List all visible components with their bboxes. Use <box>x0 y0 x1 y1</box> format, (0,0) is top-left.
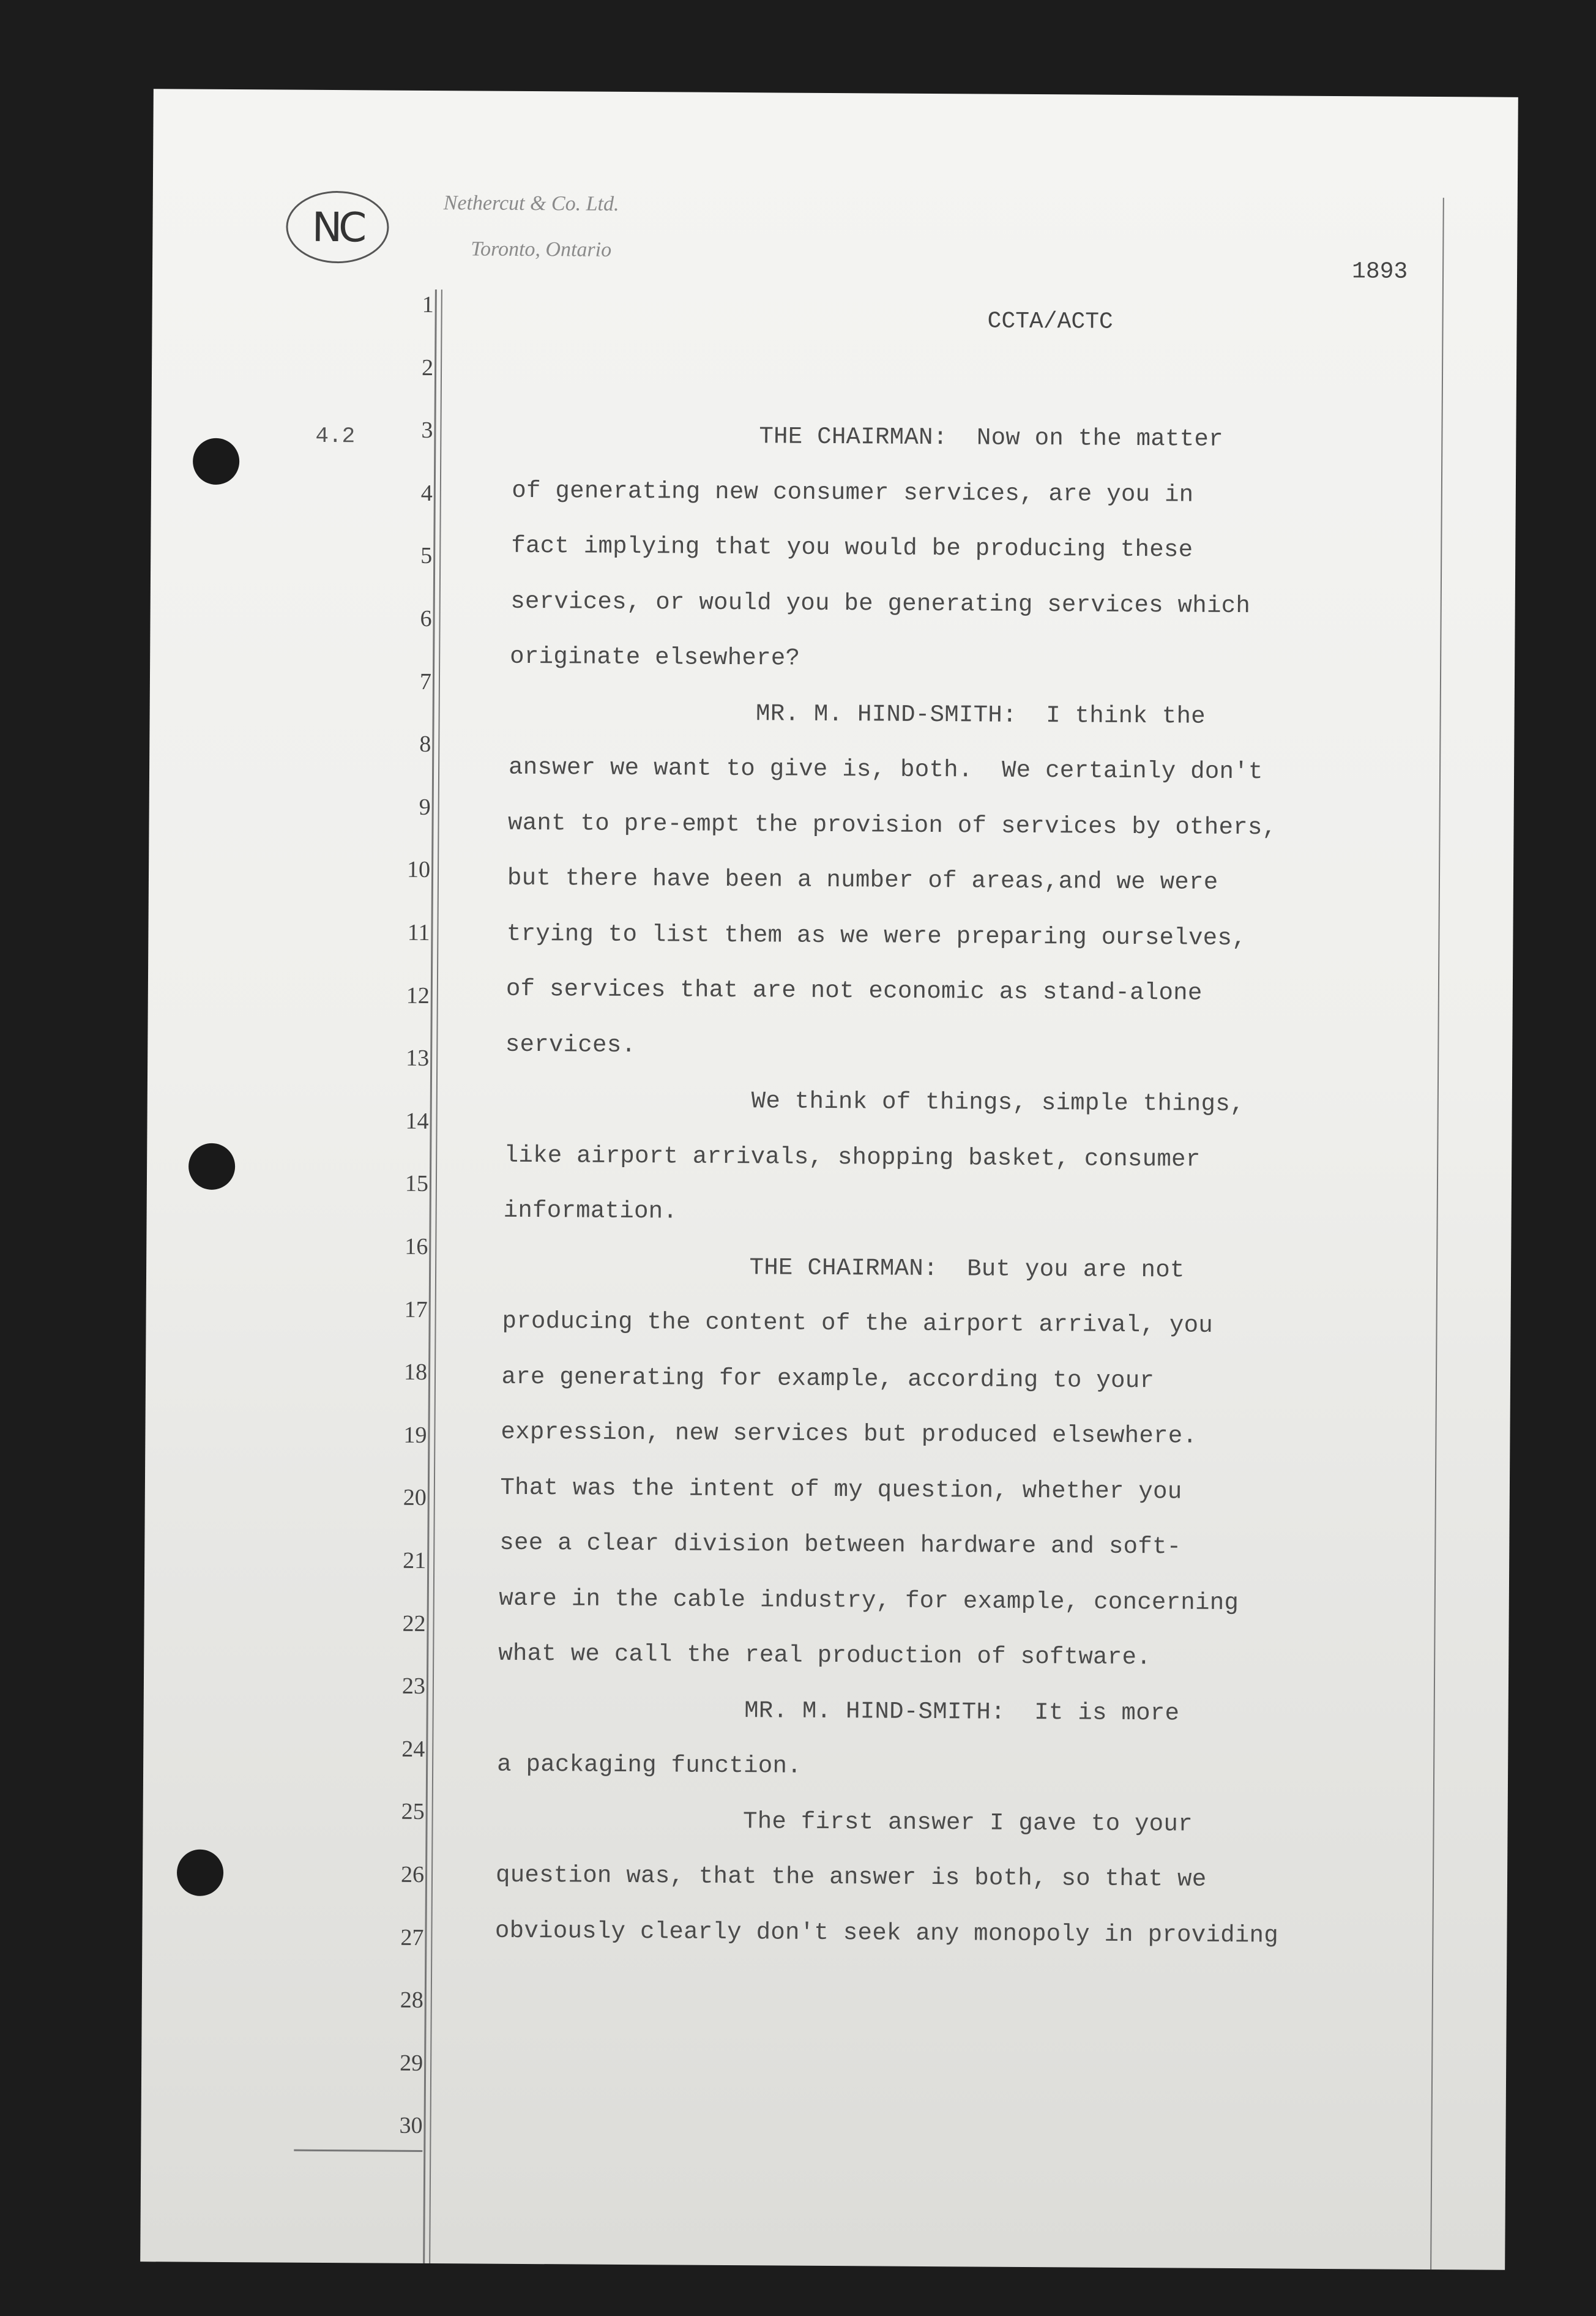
transcript-line: services. <box>505 1031 636 1059</box>
transcript-line: obviously clearly don't seek any monopoly in providing <box>494 1917 1279 1949</box>
left-margin-rule-inner <box>429 290 442 2266</box>
transcript-line: THE CHAIRMAN: Now on the matter <box>512 421 1224 453</box>
line-number: 6 <box>420 605 432 632</box>
line-number: 28 <box>400 1987 423 2014</box>
line-number: 13 <box>406 1045 430 1072</box>
transcript-line: We think of things, simple things, <box>504 1086 1245 1118</box>
page-header: CCTA/ACTC <box>987 308 1113 335</box>
transcript-line: fact implying that you would be producing these <box>511 532 1193 564</box>
transcript-line: That was the intent of my question, whether you <box>500 1474 1182 1506</box>
line-number: 5 <box>420 543 433 569</box>
binder-hole-middle <box>188 1143 235 1190</box>
transcript-line: trying to list them as we were preparing ourselves, <box>506 920 1247 952</box>
line-number: 10 <box>406 857 431 883</box>
line-number: 22 <box>402 1610 426 1637</box>
transcript-line: see a clear division between hardware and soft- <box>499 1529 1182 1561</box>
transcript-line: answer we want to give is, both. We certainly don't <box>508 753 1263 786</box>
binder-hole-bottom <box>177 1850 223 1896</box>
transcript-line: services, or would you be generating services which <box>510 588 1251 619</box>
line-number: 23 <box>401 1673 426 1700</box>
transcript-line: of services that are not economic as stand-alone <box>505 975 1203 1007</box>
firm-city: Toronto, Ontario <box>471 237 612 261</box>
transcript-line: information. <box>503 1197 678 1225</box>
margin-note: 4.2 <box>315 423 356 449</box>
transcript-line: MR. M. HIND-SMITH: It is more <box>498 1695 1180 1727</box>
line-number: 3 <box>421 417 433 444</box>
transcript-line: of generating new consumer services, are you in <box>512 477 1194 509</box>
line-number: 1 <box>422 291 434 318</box>
transcript-line: are generating for example, according to your <box>501 1363 1155 1394</box>
line-number: 2 <box>421 354 434 381</box>
line-number: 11 <box>407 919 430 946</box>
line-number: 21 <box>403 1547 427 1574</box>
transcript-line: question was, that the answer is both, so that we <box>495 1861 1207 1893</box>
line-number: 17 <box>404 1296 428 1323</box>
transcript-line: want to pre-empt the provision of services by others, <box>507 809 1277 841</box>
firm-logo: NC <box>286 191 389 264</box>
transcript-line: THE CHAIRMAN: But you are not <box>502 1252 1185 1284</box>
line-number: 26 <box>400 1861 425 1888</box>
line-number: 9 <box>419 794 431 820</box>
transcript-line: MR. M. HIND-SMITH: I think the <box>509 698 1206 730</box>
line-number: 4 <box>420 480 433 506</box>
line-number: 15 <box>405 1171 429 1197</box>
line-number: 30 <box>399 2113 423 2139</box>
page-number: 1893 <box>1351 258 1408 285</box>
binder-hole-top <box>193 438 239 485</box>
line-number: 20 <box>403 1485 427 1511</box>
line-number: 27 <box>400 1924 424 1951</box>
transcript-line: a packaging function. <box>497 1750 802 1780</box>
line-number: 19 <box>403 1422 427 1448</box>
transcript-line: producing the content of the airport arrival, you <box>502 1307 1214 1339</box>
right-margin-rule <box>1430 198 1444 2270</box>
line-number: 7 <box>419 668 432 695</box>
line-number: 18 <box>403 1359 428 1386</box>
transcript-page <box>140 89 1518 2270</box>
line-30-underline <box>294 2150 422 2152</box>
transcript-line: but there have been a number of areas,and we were <box>507 864 1218 896</box>
line-number: 8 <box>419 731 431 758</box>
transcript-line: what we call the real production of software. <box>498 1640 1152 1672</box>
line-number: 29 <box>400 2050 423 2076</box>
line-number: 14 <box>405 1108 429 1134</box>
firm-name: Nethercut & Co. Ltd. <box>443 192 619 215</box>
transcript-line: The first answer I gave to your <box>496 1806 1193 1838</box>
transcript-line: ware in the cable industry, for example, concerning <box>499 1585 1239 1616</box>
line-number: 16 <box>405 1233 428 1260</box>
transcript-line: originate elsewhere? <box>510 643 800 672</box>
transcript-line: like airport arrivals, shopping basket, consumer <box>504 1141 1201 1173</box>
line-number: 24 <box>401 1736 425 1762</box>
transcript-line: expression, new services but produced elsewhere. <box>501 1418 1198 1450</box>
line-number: 12 <box>406 982 430 1009</box>
transcript-body <box>494 421 1431 1949</box>
line-number: 25 <box>401 1799 425 1825</box>
